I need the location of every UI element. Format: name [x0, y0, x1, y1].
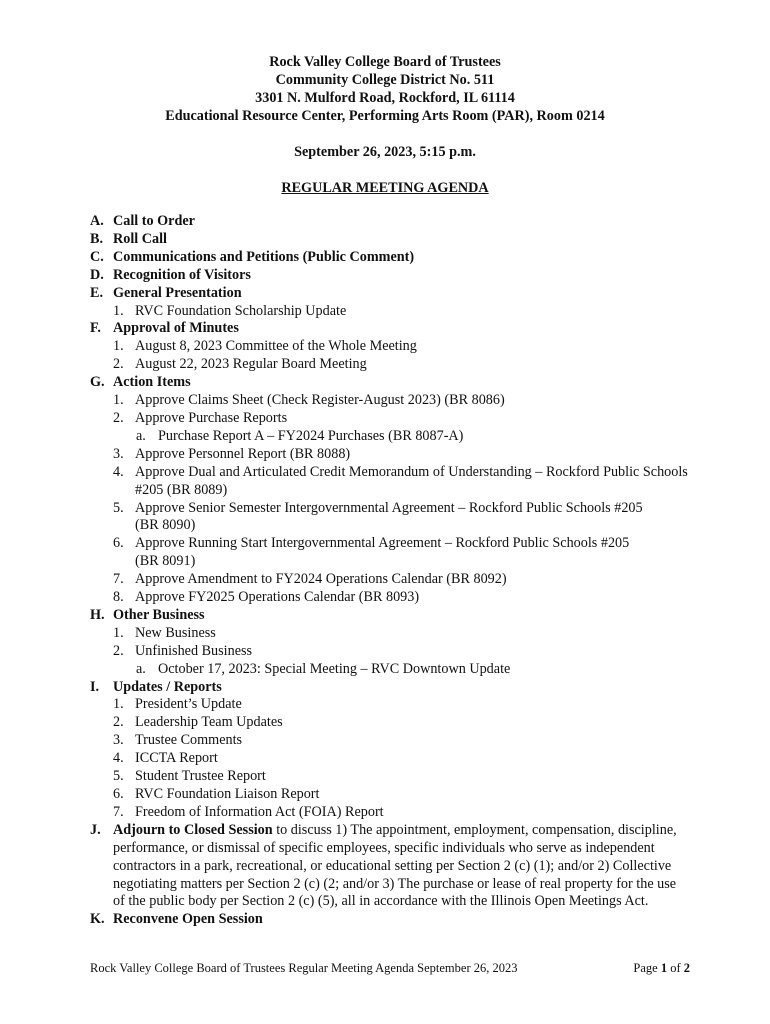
header-line-1: Rock Valley College Board of Trustees — [269, 54, 501, 70]
list-item: 5. Approve Senior Semester Intergovernmental Agreement – Rockford Public Schools #205 — [113, 499, 643, 516]
list-item: 1. President’s Update — [113, 696, 242, 713]
list-item: 8. Approve FY2025 Operations Calendar (BR 8093) — [113, 589, 420, 606]
header-line-2: Community College District No. 511 — [275, 72, 495, 88]
list-item-continuation: #205 (BR 8089) — [135, 481, 228, 498]
list-item-continuation: (BR 8091) — [135, 553, 196, 570]
list-item: 2. Unfinished Business — [113, 642, 253, 659]
section-a: A. Call to Order — [90, 213, 195, 229]
list-item: 4. Approve Dual and Articulated Credit Memorandum of Understanding – Rockford Public Schools — [113, 463, 688, 480]
meeting-date: September 26, 2023, 5:15 p.m. — [294, 144, 476, 160]
header-line-3: 3301 N. Mulford Road, Rockford, IL 61114 — [255, 90, 515, 106]
list-item: 7. Approve Amendment to FY2024 Operations Calendar (BR 8092) — [113, 571, 507, 588]
list-item: 1. August 8, 2023 Committee of the Whole Meeting — [113, 338, 417, 355]
sub-list-item: a. October 17, 2023: Special Meeting – RVC Downtown Update — [136, 660, 511, 677]
section-k: K. Reconvene Open Session — [90, 911, 263, 928]
section-d: D. Recognition of Visitors — [90, 266, 251, 283]
list-item: 3. Approve Personnel Report (BR 8088) — [113, 445, 351, 462]
list-item: 2. Leadership Team Updates — [113, 714, 283, 731]
section-g: G. Action Items — [90, 374, 191, 391]
section-e: E. General Presentation — [90, 284, 242, 301]
section-j-text: Adjourn to Closed Session to discuss 1) The appointment, employment, compensation, discipline, performance, or dismissal of specific employees, specific individuals who serve as independent contractors in a park, recreational, or educational setting per Section 2 (c) (1); and/or 2) Collective negotiating matters per Section 2 (c) (2; and/or 3) The purchase or lease of real property for the use of the public body per Section 2 (c) (5), all in accordance with the Illinois Open Meetings Act. — [113, 821, 677, 910]
list-item: 1. New Business — [113, 624, 216, 641]
section-f: F. Approval of Minutes — [90, 320, 239, 337]
document-header — [0, 53, 770, 125]
page-number: Page 1 of 2 — [633, 961, 690, 975]
list-item: 6. RVC Foundation Liaison Report — [113, 786, 320, 802]
section-b: B. Roll Call — [90, 230, 167, 247]
section-h: H. Other Business — [90, 606, 205, 623]
section-j: J. Adjourn to Closed Session to discuss 1) The appointment, employment, compensation, discipline, performance, or dismissal of specific employees, specific individuals who serve as independent contractors in a park, recreational, or educational setting per Section 2 (c) (1); and/or 2) Collective negotiating matters per Section 2 (c) (2; and/or 3) The purchase or lease of real property for the use of the public body per Section 2 (c) (5), all in accordance with the Illinois Open Meetings Act. — [90, 822, 740, 912]
agenda-title: REGULAR MEETING AGENDA — [281, 180, 489, 196]
section-c: C. Communications and Petitions (Public Comment) — [90, 248, 415, 265]
list-item-continuation: (BR 8090) — [135, 517, 196, 534]
list-item: 3. Trustee Comments — [113, 732, 243, 749]
list-item: 5. Student Trustee Report — [113, 768, 266, 785]
footer-title: Rock Valley College Board of Trustees Regular Meeting Agenda September 26, 2023 — [90, 961, 518, 975]
agenda-items — [90, 213, 740, 929]
list-item: 1. Approve Claims Sheet (Check Register-August 2023) (BR 8086) — [113, 392, 505, 409]
list-item: 2. Approve Purchase Reports — [113, 409, 288, 426]
sub-list-item: a. Purchase Report A – FY2024 Purchases (BR 8087-A) — [136, 427, 464, 444]
list-item: 7. Freedom of Information Act (FOIA) Report — [113, 803, 384, 820]
section-i: I. Updates / Reports — [90, 678, 222, 695]
list-item: 4. ICCTA Report — [113, 750, 218, 767]
list-item: 6. Approve Running Start Intergovernmental Agreement – Rockford Public Schools #205 — [113, 535, 630, 552]
list-item: 2. August 22, 2023 Regular Board Meeting — [113, 356, 367, 373]
page-footer — [90, 960, 690, 976]
list-item: 1. RVC Foundation Scholarship Update — [113, 302, 347, 319]
header-line-4: Educational Resource Center, Performing Arts Room (PAR), Room 0214 — [165, 108, 605, 124]
